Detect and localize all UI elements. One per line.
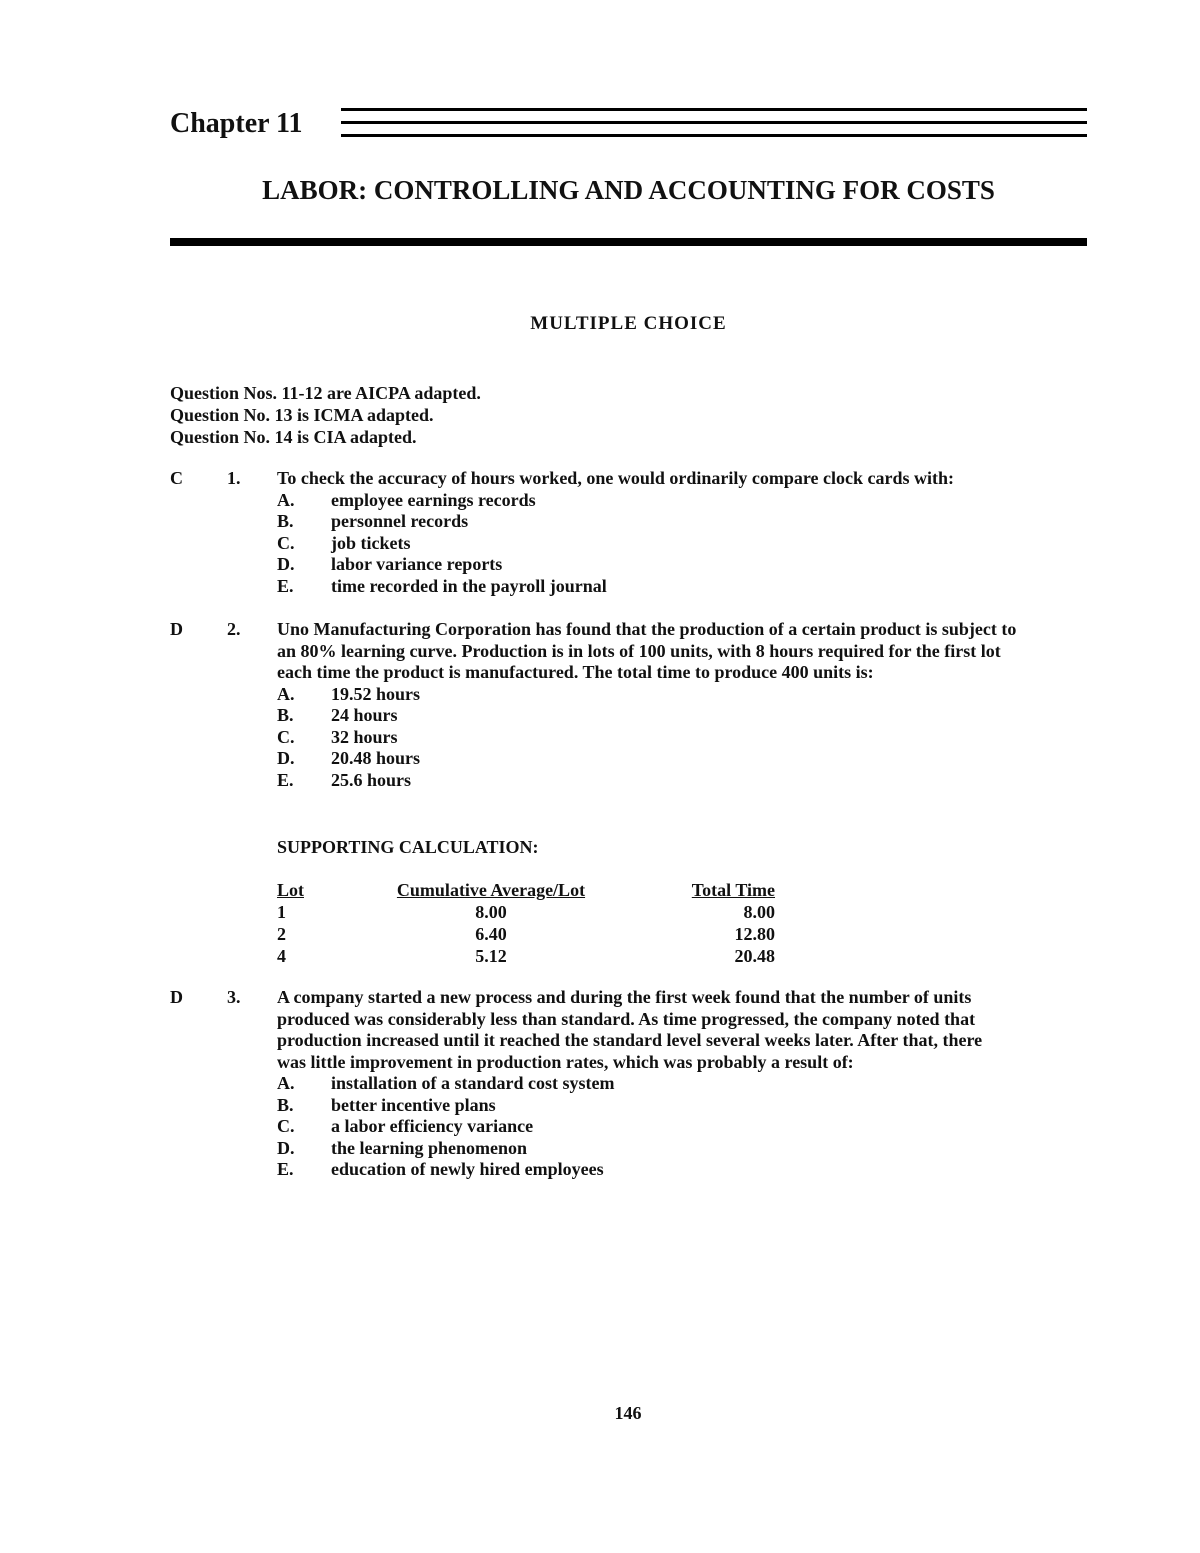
option-letter: B. [277,511,294,531]
chapter-title: Chapter 11 [170,108,303,139]
question-body [277,468,1100,597]
average-cell: 8.00 [475,902,507,922]
option-e [277,576,1100,598]
lot-cell: 1 [277,902,286,922]
option-text: a labor efficiency variance [331,1116,534,1136]
average-cell: 5.12 [475,946,507,966]
lot-cell: 2 [277,924,286,944]
question-body [277,987,1100,1181]
option-c [277,727,1100,749]
option-text: 19.52 hours [331,683,421,704]
total-cell: 20.48 [734,946,775,966]
option-a [277,1073,1100,1095]
option-text: employee earnings records [331,489,536,510]
question-number: 1. [227,468,241,488]
option-letter: E. [277,769,294,790]
option-c [277,533,1100,555]
option-d [277,554,1100,576]
source-note: Question Nos. 11-12 are AICPA adapted. [170,383,481,403]
question-body [277,619,1100,791]
option-text: the learning phenomenon [331,1137,528,1158]
calculation-table [277,879,797,967]
option-letter: B. [277,1094,294,1115]
table-header [277,879,797,901]
supporting-heading: SUPPORTING CALCULATION: [277,837,539,857]
option-a [277,490,1100,512]
option-letter: A. [277,489,295,510]
lot-cell: 4 [277,946,286,966]
option-letter: C. [277,1116,295,1136]
average-cell: 6.40 [475,924,507,944]
answer-key: D [170,987,183,1007]
column-header-total-time: Total Time [691,880,775,900]
source-note: Question No. 13 is ICMA adapted. [170,405,434,425]
header-rules [341,108,1087,144]
option-text: job tickets [331,532,411,553]
header-rule-2 [341,121,1087,124]
table-row [277,923,797,945]
answer-key: C [170,468,183,488]
option-b [277,705,1100,727]
question-text: To check the accuracy of hours worked, one would ordinarily compare clock cards with: [277,468,954,488]
table-row [277,945,797,967]
option-text: 20.48 hours [331,748,421,768]
question-text: A company started a new process and during the first week found that the number of units produced was considerably less than standard. As time progressed, the company noted that production increased until it reached the standard level several weeks later. After that, there was little improvement in production rates, which was probably a result of: [277,987,983,1072]
option-d [277,1138,1100,1160]
option-letter: B. [277,705,294,725]
question-3 [170,987,1100,1181]
answer-key: D [170,619,183,639]
option-letter: D. [277,554,295,574]
option-letter: A. [277,683,295,704]
option-e [277,770,1100,792]
option-text: installation of a standard cost system [331,1073,615,1093]
option-text: better incentive plans [331,1094,496,1115]
option-text: 32 hours [331,726,398,747]
title-divider [170,238,1087,246]
option-letter: C. [277,532,295,553]
question-number: 2. [227,619,241,639]
column-header-cumulative-average: Cumulative Average/Lot [396,880,586,900]
source-notes [170,382,481,448]
option-letter: A. [277,1073,295,1093]
section-heading: MULTIPLE CHOICE [530,313,727,334]
supporting-calculation [277,836,775,966]
option-b [277,511,1100,533]
column-header-lot: Lot [277,880,304,900]
source-note: Question No. 14 is CIA adapted. [170,427,417,447]
option-letter: E. [277,1159,294,1179]
total-cell: 8.00 [743,902,775,922]
option-text: personnel records [331,511,469,531]
option-letter: C. [277,726,295,747]
header-rule-1 [341,108,1087,111]
question-1 [170,468,1100,597]
option-d [277,748,1100,770]
total-cell: 12.80 [734,924,775,944]
option-text: 25.6 hours [331,769,412,790]
option-letter: D. [277,748,295,768]
question-text: Uno Manufacturing Corporation has found that the production of a certain product is subject to an 80% learning curve. Production is in lots of 100 units, with 8 hours required for the first lot each time the product is manufactured. The total time to produce 400 units is: [277,619,1017,682]
option-e [277,1159,1100,1181]
option-letter: D. [277,1137,295,1158]
option-c [277,1116,1100,1138]
option-text: 24 hours [331,705,398,725]
question-number: 3. [227,987,241,1007]
option-b [277,1095,1100,1117]
option-text: labor variance reports [331,554,503,574]
page-number: 146 [614,1403,642,1423]
option-text: education of newly hired employees [331,1159,604,1179]
header-rule-3 [341,134,1087,137]
option-a [277,684,1100,706]
option-text: time recorded in the payroll journal [331,575,607,596]
page-title: LABOR: CONTROLLING AND ACCOUNTING FOR COSTS [262,175,995,205]
table-row [277,901,797,923]
option-letter: E. [277,575,294,596]
question-2 [170,619,1100,791]
